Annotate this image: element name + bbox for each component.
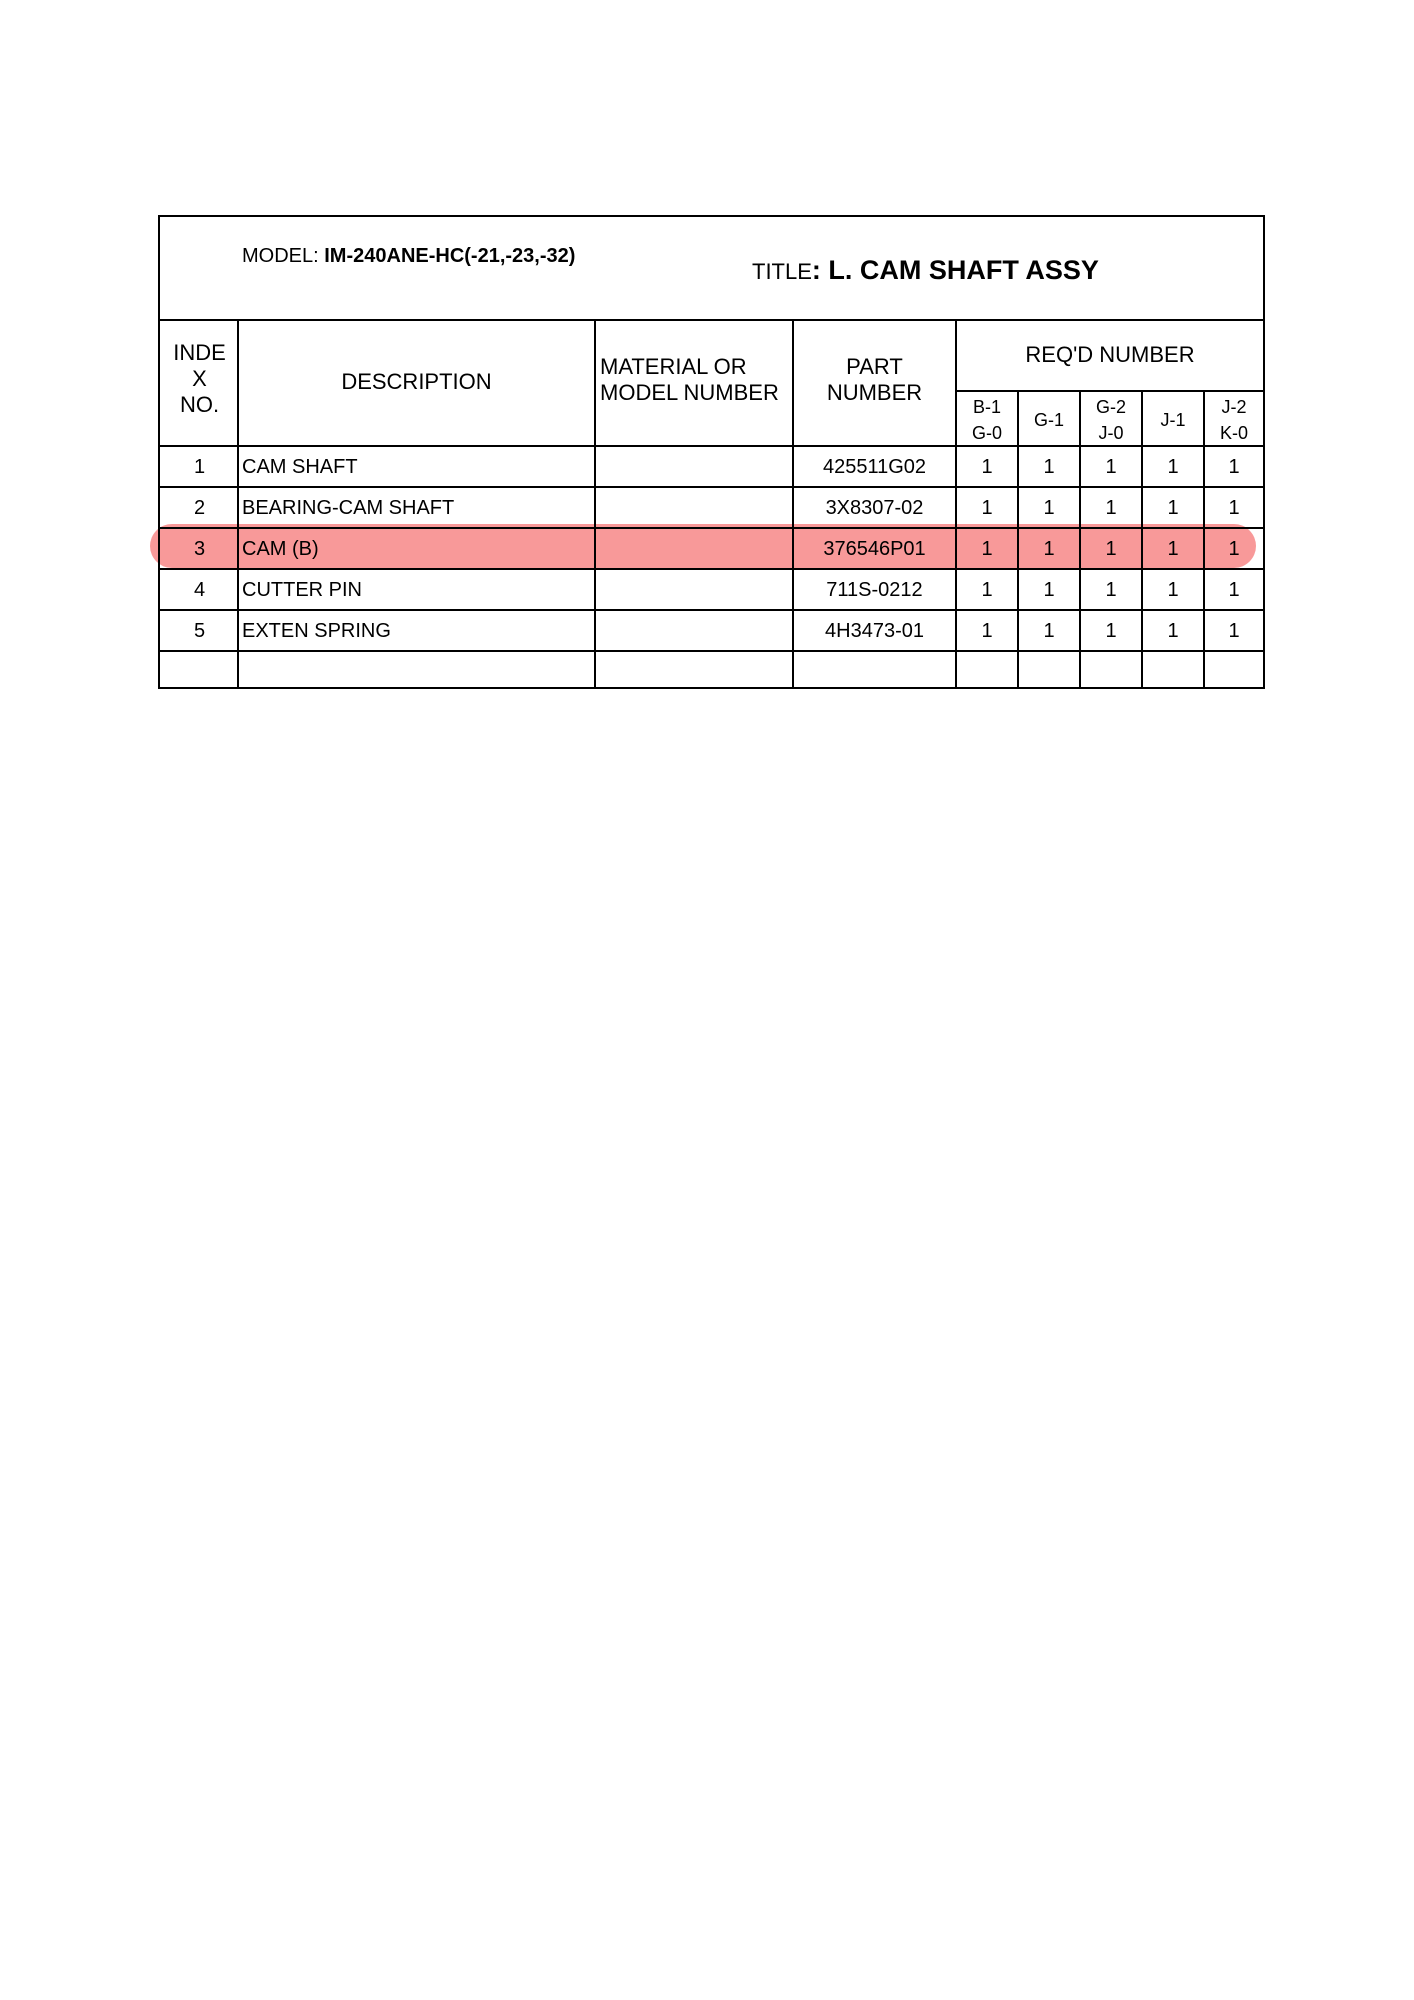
reqd-col-g1: G-1 — [1033, 410, 1064, 430]
qty-cell: 1 — [1167, 620, 1179, 642]
qty-cell: 1 — [981, 620, 993, 642]
qty-cell: 1 — [1105, 456, 1117, 478]
qty-cell: 1 — [1228, 456, 1240, 478]
part-number-cell: 4H3473-01 — [825, 620, 924, 642]
header-divider — [160, 319, 1263, 321]
parts-list-table — [158, 215, 1265, 689]
index-cell: 1 — [193, 456, 206, 478]
qty-cell: 1 — [1167, 538, 1179, 560]
model-heading — [242, 243, 575, 269]
qty-cell: 1 — [1228, 497, 1240, 519]
description-cell: CUTTER PIN — [242, 579, 362, 601]
part-number-cell — [794, 652, 955, 692]
qty-cell — [1019, 652, 1079, 692]
description-cell: EXTEN SPRING — [242, 620, 391, 642]
reqd-col-b1-g0: B-1 G-0 — [971, 397, 1002, 443]
index-cell — [160, 652, 239, 692]
model-value: IM-240ANE-HC(-21,-23,-32) — [324, 245, 576, 267]
column-header-material: MATERIAL OR MODEL NUMBER — [600, 354, 779, 405]
part-number-cell: 376546P01 — [823, 538, 926, 560]
part-number-cell: 425511G02 — [822, 456, 927, 478]
index-cell: 5 — [193, 620, 206, 642]
qty-cell — [1205, 652, 1263, 692]
column-header-reqd-number: REQ'D NUMBER — [1025, 342, 1195, 367]
column-header-part-number: PART NUMBER — [826, 354, 923, 405]
qty-cell: 1 — [1167, 456, 1179, 478]
qty-cell: 1 — [1043, 497, 1055, 519]
index-cell: 3 — [193, 538, 206, 560]
qty-cell: 1 — [1228, 620, 1240, 642]
qty-cell: 1 — [1167, 579, 1179, 601]
qty-cell: 1 — [1043, 579, 1055, 601]
qty-cell — [1081, 652, 1141, 692]
part-number-cell: 3X8307-02 — [825, 497, 924, 519]
title-label: TITLE — [752, 259, 812, 284]
qty-cell: 1 — [1105, 538, 1117, 560]
description-cell: CAM (B) — [242, 538, 319, 560]
part-number-cell: 711S-0212 — [826, 579, 923, 601]
title-value: : L. CAM SHAFT ASSY — [811, 255, 1099, 285]
qty-cell: 1 — [981, 456, 993, 478]
model-label: MODEL: — [242, 245, 325, 267]
qty-cell: 1 — [1105, 620, 1117, 642]
qty-cell: 1 — [1105, 497, 1117, 519]
column-header-description: DESCRIPTION — [341, 369, 492, 394]
column-divider — [594, 319, 596, 687]
qty-cell: 1 — [1043, 538, 1055, 560]
title-heading — [752, 253, 1099, 289]
index-cell: 2 — [193, 497, 206, 519]
index-cell: 4 — [193, 579, 206, 601]
description-cell: BEARING-CAM SHAFT — [242, 497, 455, 519]
reqd-col-j2-k0: J-2 K-0 — [1219, 397, 1248, 443]
qty-cell: 1 — [1228, 538, 1240, 560]
qty-cell: 1 — [1043, 620, 1055, 642]
description-cell: CAM SHAFT — [242, 456, 358, 478]
reqd-subheader-divider — [955, 390, 1263, 392]
qty-cell: 1 — [981, 538, 993, 560]
qty-cell — [1143, 652, 1203, 692]
qty-cell: 1 — [981, 497, 993, 519]
reqd-col-j1: J-1 — [1160, 410, 1186, 430]
qty-cell — [957, 652, 1017, 692]
qty-cell: 1 — [981, 579, 993, 601]
reqd-col-g2-j0: G-2 J-0 — [1095, 397, 1126, 443]
qty-cell: 1 — [1105, 579, 1117, 601]
column-header-index: INDE X NO. — [173, 340, 226, 417]
qty-cell: 1 — [1043, 456, 1055, 478]
qty-cell: 1 — [1167, 497, 1179, 519]
qty-cell: 1 — [1228, 579, 1240, 601]
